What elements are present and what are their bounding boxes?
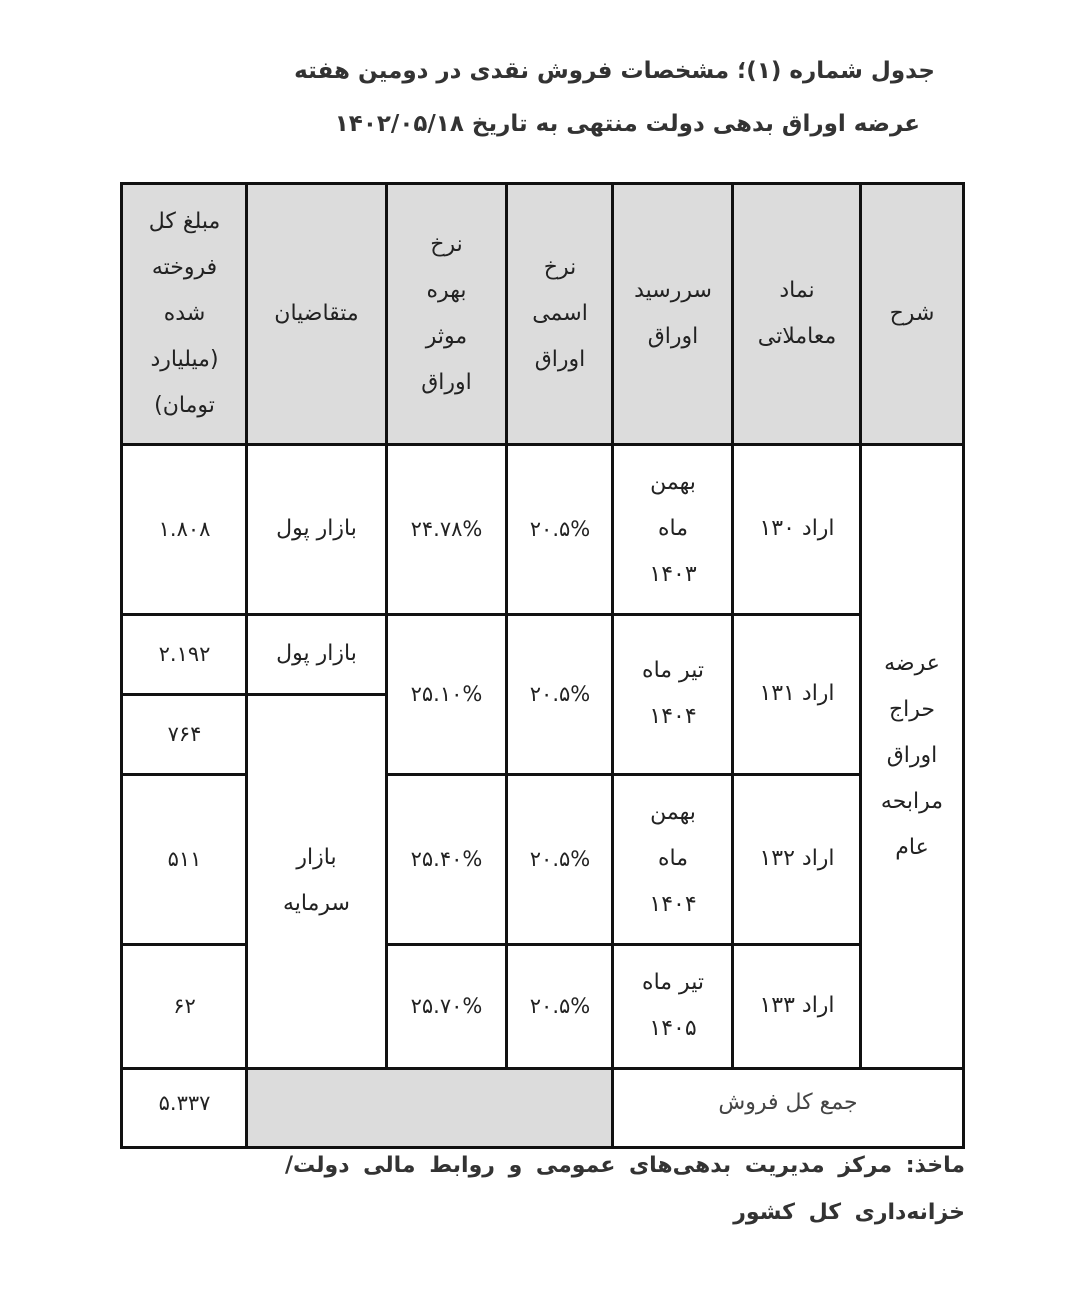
applicant-cell-money-2: بازار پول (276, 641, 357, 666)
nominal-rate-cell-4: ۲۰.۵% (529, 994, 591, 1018)
col-line-applicants (385, 182, 388, 1068)
table-caption-line-1: جدول شماره (۱)؛ مشخصات فروش نقدی در دومین هفته (294, 58, 935, 84)
effective-rate-cell-4: ۲۵.۷۰% (410, 994, 483, 1018)
row-line-3-left (120, 943, 247, 946)
applicant-cell-money-1: بازار پول (276, 516, 357, 541)
header-amount: مبلغ کل فروخته شده (میلیارد تومان) (122, 184, 247, 444)
row-line-3-mid (386, 943, 861, 946)
row-line-2-left (120, 773, 247, 776)
maturity-cell-4: تیر ماه ۱۴۰۵ (642, 970, 704, 1041)
border-right (962, 182, 965, 1149)
header-symbol: نماد معاملاتی (733, 184, 861, 444)
col-line-maturity (731, 182, 734, 1068)
symbol-cell-3: اراد ۱۳۲ (759, 846, 835, 871)
border-left (120, 182, 123, 1149)
header-maturity: سررسید اوراق (613, 184, 733, 444)
total-value: ۵.۳۳۷ (158, 1091, 211, 1115)
symbol-cell-1: اراد ۱۳۰ (759, 516, 835, 541)
col-line-symbol (859, 182, 862, 1068)
col-line-amount (245, 182, 248, 1149)
maturity-cell-3: بهمن ماه ۱۴۰۴ (649, 800, 697, 917)
effective-rate-cell-2: ۲۵.۱۰% (410, 682, 483, 706)
source-line-1: ماخذ: مرکز مدیریت بدهی‌های عمومی و روابط مالی دولت/ (284, 1153, 965, 1178)
col-line-effective (505, 182, 508, 1068)
amount-cell-1: ۱.۸۰۸ (158, 517, 211, 541)
effective-rate-cell-1: ۲۴.۷۸% (410, 517, 483, 541)
total-label: جمع کل فروش (718, 1090, 858, 1115)
source-line-2: خزانه‌داری کل کشور (733, 1200, 965, 1225)
amount-cell-2: ۲.۱۹۲ (158, 642, 211, 666)
header-description: شرح (861, 184, 963, 444)
row-line-2-mid (386, 773, 861, 776)
amount-cell-3: ۷۶۴ (167, 722, 202, 746)
row-line-1-left (120, 613, 387, 616)
amount-cell-5: ۶۲ (173, 994, 196, 1018)
nominal-rate-cell-2: ۲۰.۵% (529, 682, 591, 706)
applicant-cell-capital: بازار سرمایه (283, 845, 350, 916)
header-effective-rate: نرخ بهره موثر اوراق (386, 184, 507, 444)
header-nominal-rate: نرخ اسمی اوراق (507, 184, 613, 444)
amount-cell-4: ۵۱۱ (167, 847, 202, 871)
row-line-1-mid (386, 613, 861, 616)
row-line-split (120, 693, 387, 696)
col-line-nominal (611, 182, 614, 1149)
effective-rate-cell-3: ۲۵.۴۰% (410, 847, 483, 871)
symbol-cell-2: اراد ۱۳۱ (759, 681, 835, 706)
nominal-rate-cell-3: ۲۰.۵% (529, 847, 591, 871)
header-applicants: متقاضیان (247, 184, 386, 444)
maturity-cell-1: بهمن ماه ۱۴۰۳ (649, 470, 697, 587)
maturity-cell-2: تیر ماه ۱۴۰۴ (642, 658, 704, 729)
nominal-rate-cell-1: ۲۰.۵% (529, 517, 591, 541)
symbol-cell-4: اراد ۱۳۳ (759, 993, 835, 1018)
total-empty-cell (247, 1068, 613, 1148)
description-cell: عرضه حراج اوراق مرابحه عام (880, 651, 944, 860)
table-caption-line-2: عرضه اوراق بدهی دولت منتهی به تاریخ ۱۴۰۲/۰۵/۱۸ (334, 111, 920, 137)
